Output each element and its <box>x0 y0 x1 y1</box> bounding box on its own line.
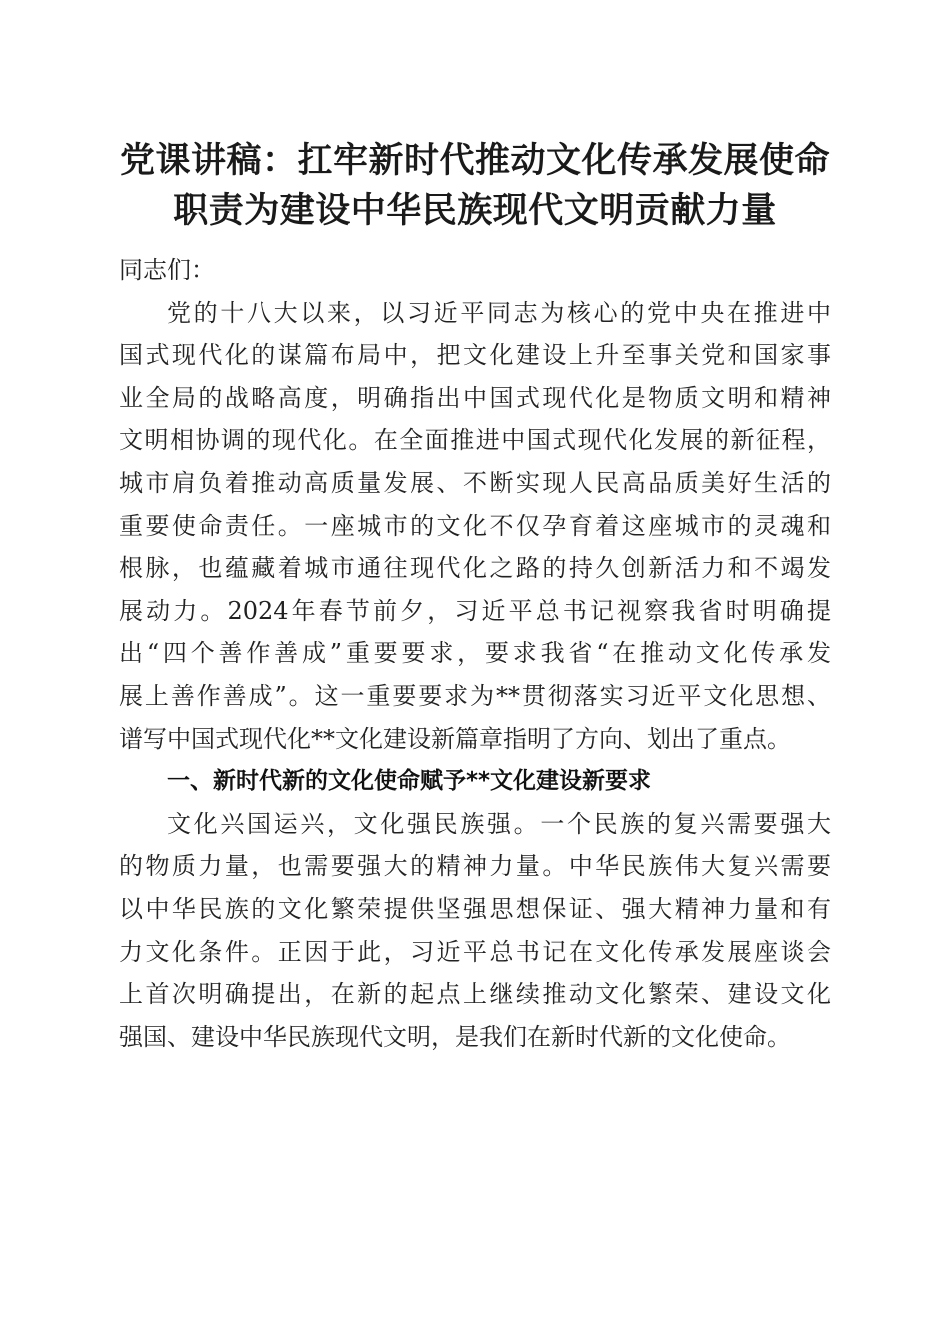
paragraph-line: 根脉，也蕴藏着城市通往现代化之路的持久创新活力和不竭发 <box>119 554 831 583</box>
paragraph-line: 谱写中国式现代化**文化建设新篇章指明了方向、划出了重点。 <box>119 724 791 753</box>
paragraph-line: 党的十八大以来，以习近平同志为核心的党中央在推进中 <box>167 298 831 327</box>
paragraph-line: 力文化条件。正因于此，习近平总书记在文化传承发展座谈会 <box>119 937 831 966</box>
paragraph-line: 出“四个善作善成”重要要求，要求我省“在推动文化传承发 <box>119 639 831 668</box>
paragraph-line: 上首次明确提出，在新的起点上继续推动文化繁荣、建设文化 <box>119 980 831 1009</box>
paragraph-line: 的物质力量，也需要强大的精神力量。中华民族伟大复兴需要 <box>119 852 831 881</box>
title-line-1: 党课讲稿：扛牢新时代推动文化传承发展使命 <box>119 140 830 181</box>
paragraph-line: 文化兴国运兴，文化强民族强。一个民族的复兴需要强大 <box>167 809 831 838</box>
document-body <box>119 249 831 1058</box>
paragraph-line: 以中华民族的文化繁荣提供坚强思想保证、强大精神力量和有 <box>119 894 831 923</box>
paragraph-line: 国式现代化的谋篇布局中，把文化建设上升至事关党和国家事 <box>119 341 831 370</box>
paragraph-line: 展上善作善成”。这一重要要求为**贯彻落实习近平文化思想、 <box>119 681 831 710</box>
paragraph-1 <box>119 292 831 761</box>
paragraph-line: 文明相协调的现代化。在全面推进中国式现代化发展的新征程， <box>119 426 831 455</box>
section-heading-1: 一、新时代新的文化使命赋予**文化建设新要求 <box>167 768 652 795</box>
paragraph-2 <box>119 803 831 1059</box>
paragraph-line: 强国、建设中华民族现代文明，是我们在新时代新的文化使命。 <box>119 1022 791 1051</box>
paragraph-line: 城市肩负着推动高质量发展、不断实现人民高品质美好生活的 <box>119 468 831 497</box>
paragraph-line: 展动力。2024年春节前夕，习近平总书记视察我省时明确提 <box>119 596 831 625</box>
document-title <box>100 136 850 236</box>
title-line-2: 职责为建设中华民族现代文明贡献力量 <box>173 190 777 231</box>
paragraph-line: 重要使命责任。一座城市的文化不仅孕育着这座城市的灵魂和 <box>119 511 831 540</box>
paragraph-line: 业全局的战略高度，明确指出中国式现代化是物质文明和精神 <box>119 383 831 412</box>
salutation: 同志们： <box>119 256 215 284</box>
